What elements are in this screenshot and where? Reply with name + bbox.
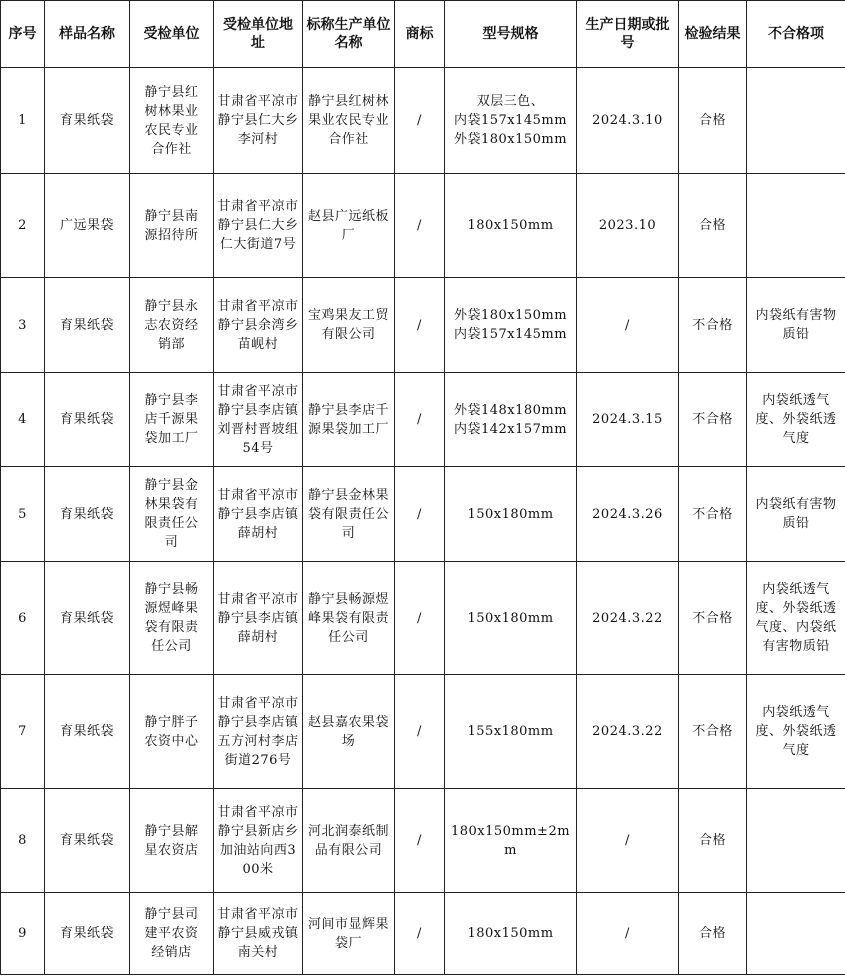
spec-line: 150x180mm: [467, 610, 554, 626]
cell-sample-name: 育果纸袋: [45, 675, 130, 789]
spec-line: 180x150mm: [467, 218, 554, 233]
cell-producer: 宝鸡果友工贸有限公司: [303, 278, 395, 373]
cell-spec: [445, 278, 577, 373]
cell-producer: 静宁县红树林果业农民专业合作社: [303, 68, 395, 174]
cell-defect: [747, 68, 845, 174]
spec-line: 150x180mm: [467, 506, 554, 522]
cell-no: 7: [1, 675, 45, 789]
cell-defect: 内袋纸有害物质铅: [747, 278, 845, 373]
cell-no: 6: [1, 562, 45, 675]
cell-result: 合格: [679, 68, 747, 174]
cell-spec: [445, 562, 577, 675]
cell-sample-name: 育果纸袋: [45, 789, 130, 893]
col-header-date-batch: 生产日期或批号: [577, 1, 679, 68]
cell-date-batch: 2024.3.15: [577, 373, 679, 467]
cell-producer: 静宁县金林果袋有限责任公司: [303, 467, 395, 562]
spec-line: 180x150mm±2mm: [450, 823, 571, 858]
spec-line: 内袋142x157mm: [453, 421, 568, 437]
spec-line: 外袋148x180mm: [453, 402, 568, 418]
cell-brand: /: [395, 562, 445, 675]
cell-brand: /: [395, 893, 445, 975]
table-row: [1, 174, 845, 278]
cell-date-batch: 2023.10: [577, 174, 679, 278]
cell-producer: 河间市显辉果袋厂: [303, 893, 395, 975]
cell-brand: /: [395, 68, 445, 174]
cell-inspected-unit: 静宁县畅源煜峰果袋有限责任公司: [130, 562, 214, 675]
cell-unit-address: 甘肃省平凉市静宁县李店镇薛胡村: [214, 562, 303, 675]
cell-unit-address: 甘肃省平凉市静宁县李店镇刘晋村晋坡组54号: [214, 373, 303, 467]
table-row: [1, 373, 845, 467]
cell-spec: [445, 789, 577, 893]
cell-sample-name: 育果纸袋: [45, 467, 130, 562]
col-header-brand: 商标: [395, 1, 445, 68]
cell-unit-address: 甘肃省平凉市静宁县新店乡加油站向西300米: [214, 789, 303, 893]
cell-inspected-unit: 静宁县李店千源果袋加工厂: [130, 373, 214, 467]
cell-defect: [747, 174, 845, 278]
cell-inspected-unit: 静宁胖子农资中心: [130, 675, 214, 789]
cell-sample-name: 育果纸袋: [45, 373, 130, 467]
cell-spec: [445, 675, 577, 789]
col-header-producer: 标称生产单位名称: [303, 1, 395, 68]
cell-no: 8: [1, 789, 45, 893]
cell-brand: /: [395, 278, 445, 373]
cell-unit-address: 甘肃省平凉市静宁县仁大乡李河村: [214, 68, 303, 174]
cell-defect: 内袋纸透气度、外袋纸透气度: [747, 373, 845, 467]
cell-result: 不合格: [679, 675, 747, 789]
cell-result: 不合格: [679, 562, 747, 675]
cell-result: 不合格: [679, 467, 747, 562]
table-row: [1, 789, 845, 893]
cell-brand: /: [395, 675, 445, 789]
cell-no: 4: [1, 373, 45, 467]
cell-no: 3: [1, 278, 45, 373]
cell-sample-name: 育果纸袋: [45, 562, 130, 675]
cell-date-batch: /: [577, 789, 679, 893]
table-row: [1, 675, 845, 789]
cell-inspected-unit: 静宁县红树林果业农民专业合作社: [130, 68, 214, 174]
table-row: [1, 278, 845, 373]
cell-defect: [747, 893, 845, 975]
cell-spec: [445, 467, 577, 562]
cell-inspected-unit: 静宁县司建平农资经销店: [130, 893, 214, 975]
cell-unit-address: 甘肃省平凉市静宁县仁大乡仁大街道7号: [214, 174, 303, 278]
cell-no: 2: [1, 174, 45, 278]
cell-brand: /: [395, 373, 445, 467]
cell-no: 5: [1, 467, 45, 562]
col-header-defect: 不合格项: [747, 1, 845, 68]
cell-date-batch: 2024.3.10: [577, 68, 679, 174]
cell-brand: /: [395, 467, 445, 562]
cell-sample-name: 广远果袋: [45, 174, 130, 278]
cell-defect: 内袋纸有害物质铅: [747, 467, 845, 562]
spec-line: 180x150mm: [467, 926, 554, 941]
cell-no: 1: [1, 68, 45, 174]
cell-defect: 内袋纸透气度、外袋纸透气度、内袋纸有害物质铅: [747, 562, 845, 675]
cell-spec: [445, 68, 577, 174]
cell-inspected-unit: 静宁县金林果袋有限责任公司: [130, 467, 214, 562]
col-header-sample-name: 样品名称: [45, 1, 130, 68]
table-row: [1, 893, 845, 975]
spec-line: 155x180mm: [467, 724, 554, 739]
spec-line: 外袋180x150mm: [453, 308, 568, 323]
cell-producer: 赵县嘉农果袋场: [303, 675, 395, 789]
cell-producer: 赵县广远纸板厂: [303, 174, 395, 278]
cell-producer: 静宁县畅源煜峰果袋有限责任公司: [303, 562, 395, 675]
cell-sample-name: 育果纸袋: [45, 893, 130, 975]
cell-defect: 内袋纸透气度、外袋纸透气度: [747, 675, 845, 789]
spec-line: 内袋157x145mm: [453, 327, 568, 342]
table-row: [1, 467, 845, 562]
col-header-no: 序号: [1, 1, 45, 68]
cell-unit-address: 甘肃省平凉市静宁县李店镇薛胡村: [214, 467, 303, 562]
spec-line: 外袋180x150mm: [453, 132, 568, 147]
cell-spec: [445, 373, 577, 467]
cell-result: 不合格: [679, 278, 747, 373]
table-row: [1, 68, 845, 174]
cell-unit-address: 甘肃省平凉市静宁县余湾乡苗岘村: [214, 278, 303, 373]
cell-inspected-unit: 静宁县永志农资经销部: [130, 278, 214, 373]
cell-result: 合格: [679, 893, 747, 975]
cell-inspected-unit: 静宁县解星农资店: [130, 789, 214, 893]
cell-result: 合格: [679, 789, 747, 893]
cell-date-batch: 2024.3.22: [577, 675, 679, 789]
col-header-spec: 型号规格: [445, 1, 577, 68]
cell-result: 不合格: [679, 373, 747, 467]
cell-producer: 河北润泰纸制品有限公司: [303, 789, 395, 893]
cell-producer: 静宁县李店千源果袋加工厂: [303, 373, 395, 467]
cell-date-batch: 2024.3.22: [577, 562, 679, 675]
cell-inspected-unit: 静宁县南源招待所: [130, 174, 214, 278]
cell-date-batch: /: [577, 278, 679, 373]
cell-date-batch: 2024.3.26: [577, 467, 679, 562]
spec-line: 内袋157x145mm: [453, 113, 568, 128]
cell-unit-address: 甘肃省平凉市静宁县威戎镇南关村: [214, 893, 303, 975]
cell-spec: [445, 893, 577, 975]
table-header-row: [1, 1, 845, 68]
table-row: [1, 562, 845, 675]
cell-spec: [445, 174, 577, 278]
cell-brand: /: [395, 174, 445, 278]
cell-unit-address: 甘肃省平凉市静宁县李店镇五方河村李店街道276号: [214, 675, 303, 789]
cell-no: 9: [1, 893, 45, 975]
spec-line: 双层三色、: [476, 94, 545, 109]
col-header-unit-address: 受检单位地址: [214, 1, 303, 68]
cell-sample-name: 育果纸袋: [45, 278, 130, 373]
cell-result: 合格: [679, 174, 747, 278]
col-header-result: 检验结果: [679, 1, 747, 68]
cell-date-batch: /: [577, 893, 679, 975]
cell-brand: /: [395, 789, 445, 893]
col-header-inspected-unit: 受检单位: [130, 1, 214, 68]
cell-defect: [747, 789, 845, 893]
cell-sample-name: 育果纸袋: [45, 68, 130, 174]
